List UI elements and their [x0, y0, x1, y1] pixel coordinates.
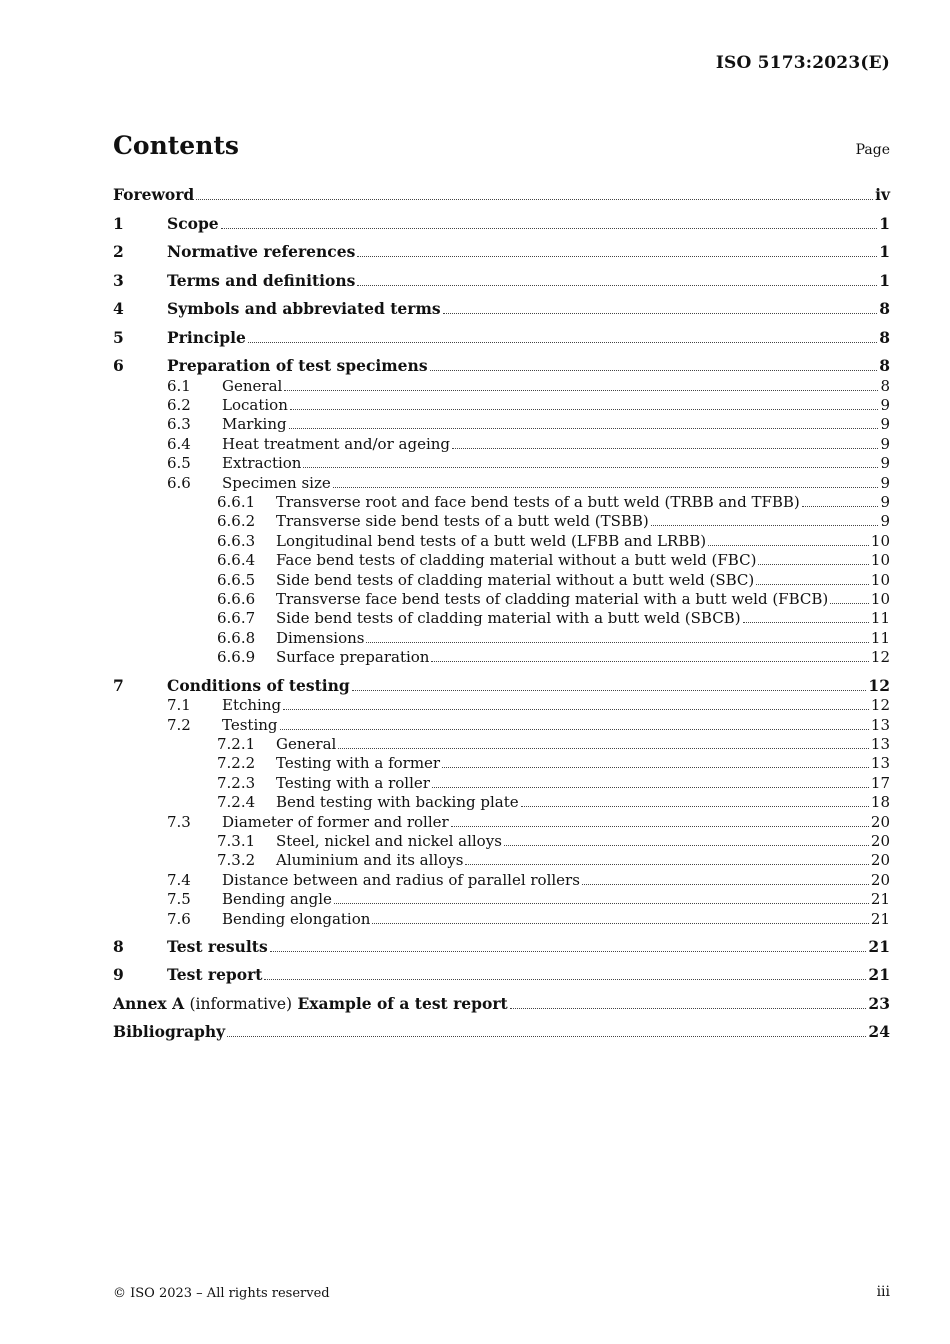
toc-entry-page: 20	[870, 870, 890, 889]
toc-entry-number: 3	[113, 270, 124, 290]
toc-entry-fbc[interactable]	[113, 551, 890, 570]
toc-entry-symbols-abbreviated-terms[interactable]	[113, 299, 890, 320]
toc-entry-title	[222, 454, 301, 473]
toc-entry-tsbb[interactable]	[113, 512, 890, 531]
toc-entry-title	[276, 571, 754, 590]
toc-entry-title	[222, 396, 288, 415]
toc-entry-title	[167, 965, 262, 986]
toc-leader-dots	[372, 923, 868, 924]
toc-entry-conditions-of-testing[interactable]	[113, 676, 890, 697]
toc-entry-annex-type: (informative)	[189, 994, 293, 1013]
toc-entry-page: 9	[880, 473, 890, 492]
toc-entry-number: 7.2.3	[217, 773, 256, 792]
toc-entry-title	[276, 532, 706, 551]
toc-leader-dots	[303, 467, 878, 468]
toc-entry-title-text: Etching	[222, 696, 282, 715]
toc-entry-title	[113, 1022, 225, 1043]
toc-entry-title-text: Preparation of test specimens	[167, 356, 428, 375]
toc-entry-page: 9	[880, 492, 890, 511]
toc-entry-number: 6.6.4	[217, 551, 256, 570]
toc-leader-dots	[442, 767, 869, 768]
toc-entry-title	[276, 754, 440, 773]
toc-entry-bending-elongation[interactable]	[113, 910, 890, 929]
page-column-label: Page	[855, 142, 890, 158]
toc-entry-preparation-of-test-specimens[interactable]	[113, 356, 890, 377]
toc-entry-distance-radius-rollers[interactable]	[113, 871, 890, 890]
toc-entry-title-text: Transverse side bend tests of a butt weld (TSBB)	[276, 512, 649, 531]
toc-entry-number: 6.6.2	[217, 512, 256, 531]
toc-entry-title	[276, 851, 463, 870]
toc-entry-number: 7.6	[167, 909, 191, 928]
toc-entry-number: 1	[113, 213, 124, 233]
toc-entry-title	[222, 377, 282, 396]
toc-entry-title-text: Location	[222, 395, 288, 414]
toc-entry-number: 7.2.2	[217, 754, 256, 773]
toc-entry-title-text: Extraction	[222, 454, 302, 473]
toc-leader-dots	[582, 884, 869, 885]
toc-entry-annex-title: Example of a test report	[297, 993, 508, 1013]
toc-entry-trbb-tfbb[interactable]	[113, 493, 890, 512]
toc-entry-title	[276, 551, 756, 570]
toc-entry-page: 1	[879, 270, 890, 290]
toc-leader-dots	[196, 199, 873, 200]
toc-entry-number: 7.2	[167, 715, 191, 734]
toc-entry-page: 8	[880, 376, 890, 395]
toc-leader-dots	[357, 285, 877, 286]
toc-entry-title-text: Bibliography	[113, 1022, 226, 1042]
toc-entry-page: 13	[870, 715, 890, 734]
toc-entry-page: 8	[879, 356, 890, 375]
toc-entry-number: 2	[113, 242, 124, 261]
toc-entry-title-text: Testing with a roller	[276, 773, 430, 792]
toc-leader-dots	[432, 787, 869, 788]
toc-entry-number: 9	[113, 965, 124, 985]
toc-entry-extraction[interactable]	[113, 454, 890, 473]
toc-leader-dots	[334, 903, 869, 904]
toc-entry-page: 11	[870, 609, 890, 628]
toc-entry-page: 23	[868, 993, 890, 1013]
toc-entry-number: 7.2.4	[217, 793, 256, 812]
toc-entry-page: 24	[868, 1022, 890, 1042]
toc-leader-dots	[227, 1036, 866, 1037]
toc-entry-steel-nickel-alloys[interactable]	[113, 832, 890, 851]
toc-leader-dots	[443, 313, 878, 314]
toc-entry-number: 4	[113, 299, 124, 318]
table-of-contents	[113, 185, 890, 1043]
toc-leader-dots	[756, 584, 869, 585]
toc-entry-title-text: General	[222, 376, 283, 395]
toc-entry-title	[222, 474, 331, 493]
toc-entry-title	[167, 676, 350, 697]
toc-entry-title	[276, 832, 502, 851]
toc-entry-number: 6.6.3	[217, 531, 256, 550]
toc-leader-dots	[431, 661, 868, 662]
toc-entry-page: 21	[868, 965, 890, 985]
toc-entry-title	[222, 435, 450, 454]
toc-entry-title-text: Specimen size	[222, 473, 331, 492]
toc-entry-number: 6.1	[167, 376, 191, 395]
toc-entry-title-text: Surface preparation	[276, 648, 430, 667]
toc-entry-title	[167, 299, 441, 320]
toc-entry-diameter-former-roller[interactable]	[113, 813, 890, 832]
toc-entry-page: 13	[870, 734, 890, 753]
toc-entry-title	[113, 994, 508, 1015]
toc-entry-title-text: Distance between and radius of parallel rollers	[222, 870, 580, 889]
toc-entry-title	[222, 813, 449, 832]
toc-entry-title-text: Transverse face bend tests of cladding material with a butt weld (FBCB)	[276, 589, 829, 608]
toc-entry-title-text: Longitudinal bend tests of a butt weld (LFBB and LRBB)	[276, 531, 707, 550]
toc-leader-dots	[338, 748, 869, 749]
toc-entry-number: 7.1	[167, 696, 191, 715]
toc-entry-bend-testing-backing-plate[interactable]	[113, 793, 890, 812]
toc-entry-testing-general[interactable]	[113, 735, 890, 754]
toc-entry-title	[167, 271, 355, 292]
toc-entry-page: 10	[870, 589, 890, 608]
toc-entry-title-text: Foreword	[113, 185, 195, 204]
toc-entry-number: 6.6.6	[217, 589, 256, 608]
toc-entry-title-text: Face bend tests of cladding material without a butt weld (FBC)	[276, 551, 757, 570]
toc-entry-page: 8	[879, 299, 890, 318]
toc-entry-bending-angle[interactable]	[113, 890, 890, 909]
toc-leader-dots	[451, 826, 869, 827]
toc-entry-title-text: Marking	[222, 415, 287, 434]
toc-entry-heat-treatment[interactable]	[113, 435, 890, 454]
toc-entry-title	[276, 512, 649, 531]
toc-entry-page: 10	[870, 551, 890, 570]
toc-entry-number: 6.6.1	[217, 492, 256, 511]
toc-entry-scope[interactable]	[113, 214, 890, 235]
toc-entry-title-text: Aluminium and its alloys	[276, 851, 464, 870]
toc-entry-title	[276, 735, 336, 754]
toc-entry-title-text: Principle	[167, 327, 246, 347]
toc-entry-general[interactable]	[113, 377, 890, 396]
toc-entry-number: 6.6.9	[217, 648, 256, 667]
toc-entry-number: 6.4	[167, 434, 191, 453]
toc-entry-title	[276, 590, 828, 609]
toc-entry-page: 20	[870, 831, 890, 850]
toc-entry-specimen-size[interactable]	[113, 474, 890, 493]
toc-entry-title-text: Testing with a former	[276, 754, 441, 773]
toc-entry-lfbb-lrbb[interactable]	[113, 532, 890, 551]
toc-entry-number: 8	[113, 936, 124, 956]
toc-leader-dots	[270, 951, 867, 952]
toc-entry-number: 6.6.8	[217, 628, 256, 647]
toc-leader-dots	[430, 370, 878, 371]
toc-entry-number: 6.3	[167, 415, 191, 434]
toc-entry-title-text: Testing	[222, 715, 278, 734]
toc-entry-number: 6.6.5	[217, 570, 256, 589]
toc-entry-number: 6.6	[167, 473, 191, 492]
toc-entry-title-text: Side bend tests of cladding material without a butt weld (SBC)	[276, 570, 755, 589]
toc-entry-aluminium-alloys[interactable]	[113, 851, 890, 870]
toc-entry-title-text: Conditions of testing	[167, 675, 350, 695]
toc-leader-dots	[465, 864, 868, 865]
toc-leader-dots	[283, 709, 869, 710]
toc-entry-title	[167, 356, 428, 377]
toc-entry-number: 6.6.7	[217, 609, 256, 628]
toc-entry-title	[222, 871, 580, 890]
toc-entry-title	[276, 609, 741, 628]
toc-entry-title	[276, 774, 430, 793]
toc-entry-number: 7.2.1	[217, 734, 256, 753]
toc-entry-page: 21	[868, 936, 890, 956]
toc-entry-page: 12	[870, 648, 890, 667]
toc-entry-title-text: Test report	[167, 965, 263, 985]
toc-leader-dots	[802, 506, 879, 507]
copyright-notice: © ISO 2023 – All rights reserved	[113, 1286, 330, 1301]
toc-entry-surface-preparation[interactable]	[113, 648, 890, 667]
toc-entry-title-text: Diameter of former and roller	[222, 812, 449, 831]
toc-entry-number: 6.5	[167, 454, 191, 473]
toc-entry-title-text: Heat treatment and/or ageing	[222, 434, 451, 453]
toc-entry-annex-a[interactable]	[113, 994, 890, 1015]
toc-entry-title-text: Steel, nickel and nickel alloys	[276, 831, 502, 850]
toc-entry-title	[276, 793, 519, 812]
toc-entry-number: 5	[113, 327, 124, 347]
toc-entry-page: 10	[870, 570, 890, 589]
toc-entry-title	[222, 910, 370, 929]
toc-entry-number: 7	[113, 675, 124, 695]
toc-entry-page: 12	[868, 675, 890, 695]
toc-leader-dots	[452, 448, 878, 449]
toc-entry-number: 6.2	[167, 395, 191, 414]
toc-entry-fbcb[interactable]	[113, 590, 890, 609]
toc-entry-title	[222, 696, 281, 715]
toc-entry-page: 21	[870, 909, 890, 928]
toc-entry-dimensions[interactable]	[113, 629, 890, 648]
toc-leader-dots	[221, 228, 878, 229]
document-id: ISO 5173:2023(E)	[715, 53, 890, 73]
toc-entry-test-report[interactable]	[113, 965, 890, 986]
toc-entry-title	[222, 890, 332, 909]
toc-entry-test-results[interactable]	[113, 937, 890, 958]
toc-entry-page: 9	[880, 512, 890, 531]
toc-entry-number: 7.3	[167, 812, 191, 831]
toc-entry-number: 7.3.1	[217, 831, 256, 850]
toc-leader-dots	[758, 564, 868, 565]
toc-entry-title	[276, 493, 800, 512]
toc-entry-testing[interactable]	[113, 716, 890, 735]
toc-entry-number: 6	[113, 356, 124, 375]
toc-entry-title	[222, 716, 278, 735]
contents-title: Contents	[113, 131, 240, 160]
toc-entry-principle[interactable]	[113, 328, 890, 349]
toc-entry-title-text: Scope	[167, 213, 219, 233]
toc-entry-title-text: Bend testing with backing plate	[276, 793, 519, 812]
toc-entry-page: 9	[880, 434, 890, 453]
toc-entry-etching[interactable]	[113, 696, 890, 715]
toc-entry-page: 21	[870, 890, 890, 909]
toc-entry-page: 9	[880, 415, 890, 434]
toc-entry-page: 20	[870, 851, 890, 870]
toc-entry-title	[167, 214, 219, 235]
toc-leader-dots	[357, 256, 877, 257]
toc-entry-title	[222, 415, 287, 434]
toc-entry-sbc[interactable]	[113, 571, 890, 590]
toc-entry-page: 1	[879, 242, 890, 261]
toc-entry-title	[167, 328, 246, 349]
toc-leader-dots	[651, 525, 879, 526]
toc-entry-title-text: Bending angle	[222, 890, 332, 909]
toc-entry-page: 9	[880, 454, 890, 473]
toc-entry-page: 8	[879, 327, 890, 347]
page-number: iii	[876, 1284, 890, 1300]
toc-entry-bibliography[interactable]	[113, 1022, 890, 1043]
toc-leader-dots	[289, 428, 879, 429]
toc-entry-page: 18	[870, 793, 890, 812]
toc-entry-number: 7.4	[167, 870, 191, 889]
toc-leader-dots	[743, 622, 869, 623]
toc-entry-title	[276, 629, 364, 648]
toc-entry-page: 11	[870, 628, 890, 647]
toc-entry-terms-and-definitions[interactable]	[113, 271, 890, 292]
toc-entry-number: 7.3.2	[217, 851, 256, 870]
toc-leader-dots	[830, 603, 869, 604]
toc-entry-title-text: Symbols and abbreviated terms	[167, 299, 441, 318]
toc-leader-dots	[280, 729, 869, 730]
toc-leader-dots	[248, 342, 877, 343]
toc-entry-testing-with-roller[interactable]	[113, 774, 890, 793]
toc-entry-page: 10	[870, 531, 890, 550]
toc-entry-page: 12	[870, 696, 890, 715]
toc-leader-dots	[708, 545, 869, 546]
toc-entry-title	[167, 242, 355, 263]
toc-leader-dots	[290, 409, 879, 410]
toc-leader-dots	[510, 1008, 867, 1009]
toc-entry-title	[113, 185, 194, 206]
toc-entry-page: iv	[875, 185, 890, 204]
toc-entry-title-text: Bending elongation	[222, 909, 371, 928]
toc-entry-title-text: Side bend tests of cladding material with a butt weld (SBCB)	[276, 609, 741, 628]
toc-entry-location[interactable]	[113, 396, 890, 415]
toc-entry-foreword[interactable]	[113, 185, 890, 206]
toc-entry-title-text: Transverse root and face bend tests of a butt weld (TRBB and TFBB)	[276, 492, 800, 511]
toc-entry-page: 9	[880, 395, 890, 414]
toc-entry-marking[interactable]	[113, 415, 890, 434]
toc-leader-dots	[284, 390, 878, 391]
toc-entry-page: 13	[870, 754, 890, 773]
toc-entry-sbcb[interactable]	[113, 609, 890, 628]
toc-entry-title-text: Annex A	[113, 993, 185, 1013]
toc-leader-dots	[504, 845, 869, 846]
toc-leader-dots	[521, 806, 869, 807]
toc-leader-dots	[264, 979, 866, 980]
toc-entry-title-text: Terms and definitions	[167, 270, 356, 290]
toc-entry-testing-with-former[interactable]	[113, 754, 890, 773]
toc-entry-title	[276, 648, 429, 667]
toc-entry-page: 17	[870, 773, 890, 792]
toc-entry-title-text: Test results	[167, 936, 268, 956]
toc-entry-title-text: Normative references	[167, 242, 356, 261]
toc-leader-dots	[333, 487, 879, 488]
toc-leader-dots	[352, 690, 867, 691]
toc-entry-page: 1	[879, 213, 890, 233]
toc-entry-title-text: Dimensions	[276, 628, 365, 647]
toc-entry-page: 20	[870, 812, 890, 831]
toc-entry-number: 7.5	[167, 890, 191, 909]
toc-leader-dots	[366, 642, 868, 643]
toc-entry-title-text: General	[276, 734, 337, 753]
toc-entry-normative-references[interactable]	[113, 242, 890, 263]
toc-entry-title	[167, 937, 268, 958]
